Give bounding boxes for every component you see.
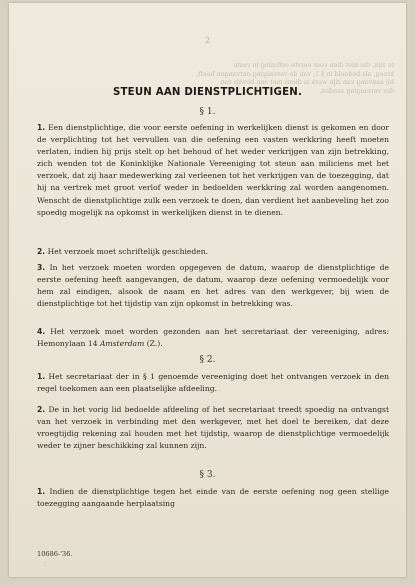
page-number: 2 — [204, 36, 211, 45]
paragraph-2-1: 1. Het secretariaat der in § 1 genoemde vereeniging doet het ontvangen verzoek in den regel toekomen aan een plaatselijke afdeeling. — [37, 372, 390, 394]
bleed-through-text: te zijn, die niet dien voor eerste oefening in vaste kreeg, als bedoeld in § 1, van de vereniging ontvangen heeft, bij aanvang van zijn werk is diens met een bewijs van der vereniging zenden. — [195, 61, 394, 95]
document-page — [9, 3, 406, 577]
faint-mark: E — [43, 561, 49, 569]
section-heading-1: § 1. — [199, 107, 216, 117]
paragraph-1-2: 2. Het verzoek moet schriftelijk geschieden. — [37, 247, 209, 256]
paragraph-1-1: 1. Een dienstplichtige, die voor eerste oefening in werkelijken dienst is gekomen en door de verplichting tot het vervullen van die oefening een vasten werkkring heeft moeten verlaten, indien hij prijs stelt op het behoud of het weder verkrijgen van zijn betrekking, zich wenden tot de Koninklijke Nationale Vereeniging tot steun aan miliciens met het verzoek, dat zij haar medewerking zal verleenen tot het verkrijgen van de toezegging, dat hij na vertrek met groot verlof weder in bedoelden werkkring zal worden aangenomen. Wenscht de dienstplichtige zulk een verzoek te doen, dan verdient het aanbeveling het zoo spoedig mogelijk na opkomst in werkelijken dienst in te dienen. — [37, 123, 389, 217]
section-heading-3: § 3. — [199, 470, 216, 480]
paragraph-2-2: 2. De in het vorig lid bedoelde afdeeling of het secretariaat treedt spoedig na ontvangst van het verzoek in verbinding met den werkgever, met het doel te bereiken, dat deze vroegtijdig rekening zal houden met het tijdstip, waarop de dienstplichtige vermoedelijk weder te zijner beschikking zal kunnen zijn. — [37, 405, 389, 451]
page-title: STEUN AAN DIENSTPLICHTIGEN. — [112, 87, 303, 98]
paragraph-1-3: 3. In het verzoek moeten worden opgegeven de datum, waarop de dienstplichtige de eerste oefening heeft aangevangen, de datum, waarop deze oefening vermoedelijk voor hem zal eindigen, alsook de naam en het adres van den werkgever, bij wien de dienstplichtige tot het tijdstip van zijn opkomst in betrekking was. — [37, 263, 389, 309]
paragraph-3-1: 1. Indien de dienstplichtige tegen het einde van de eerste oefening nog geen stellige toezegging aangaande herplaatsing — [37, 487, 389, 509]
paragraph-1-4: 4. Het verzoek moet worden gezonden aan het secretariaat der vereeniging, adres: Hemonylaan 14 Amsterdam (Z.). — [37, 327, 389, 349]
section-heading-2: § 2. — [199, 355, 216, 365]
print-code: 10686-'36. — [37, 550, 73, 558]
city-name: Amsterdam — [99, 339, 145, 349]
